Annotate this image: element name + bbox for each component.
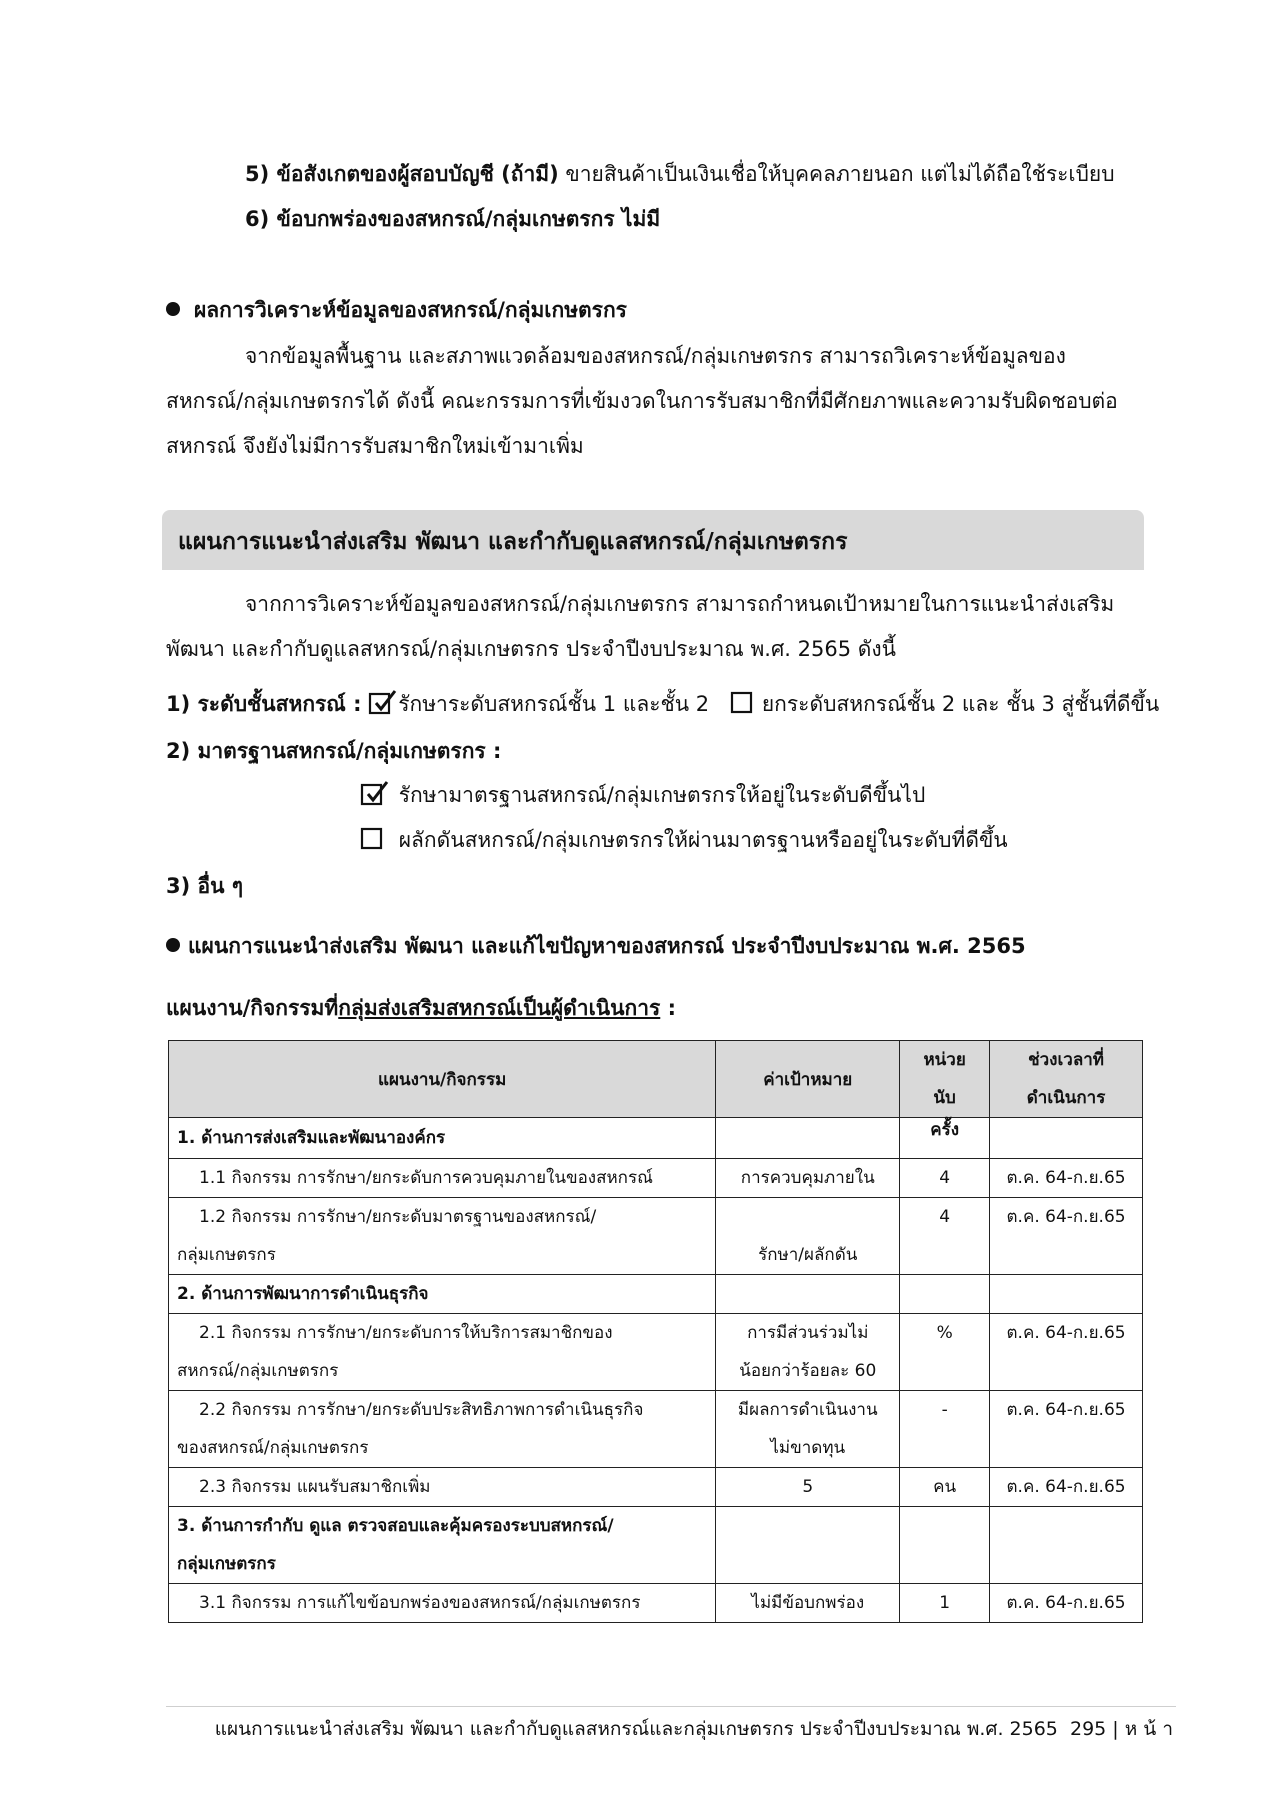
checked-checkbox-icon xyxy=(368,689,398,715)
section-2-title: 2. ด้านการพัฒนาการดำเนินธุรกิจ xyxy=(169,1275,716,1314)
unchecked-checkbox-icon xyxy=(360,825,392,851)
activity-caption xyxy=(166,992,676,1025)
row-2-2-activity-line-2: ของสหกรณ์/กลุ่มเกษตรกร xyxy=(177,1438,369,1458)
row-1-1-unit: 4 xyxy=(900,1159,990,1198)
header-unit xyxy=(900,1041,990,1118)
unchecked-checkbox-icon xyxy=(729,689,755,715)
row-2-1-activity xyxy=(169,1314,716,1391)
observation-6: 6) ข้อบกพร่องของสหกรณ์/กลุ่มเกษตรกร ไม่มี xyxy=(245,207,661,231)
table-section-row xyxy=(169,1118,1143,1159)
activity-caption-underlined: กลุ่มส่งเสริมสหกรณ์เป็นผู้ดำเนินการ xyxy=(338,996,661,1020)
section-3-title-line-2: กลุ่มเกษตรกร xyxy=(177,1554,276,1574)
empty-cell xyxy=(716,1275,900,1314)
header-activity: แผนงาน/กิจกรรม xyxy=(169,1041,716,1118)
analysis-heading xyxy=(166,294,627,327)
row-2-3-target: 5 xyxy=(716,1468,900,1507)
row-3-1-activity: 3.1 กิจกรรม การแก้ไขข้อบกพร่องของสหกรณ์/กลุ่มเกษตรกร xyxy=(169,1584,716,1623)
table-row xyxy=(169,1391,1143,1468)
empty-cell xyxy=(900,1507,990,1584)
page-footer xyxy=(215,1714,1173,1744)
checked-checkbox-icon xyxy=(360,780,392,806)
section-1-unit: ครั้ง xyxy=(900,1118,990,1159)
banner-title: แผนการแนะนำส่งเสริม พัฒนา และกำกับดูแลสหกรณ์/กลุ่มเกษตรกร xyxy=(178,529,848,555)
table-row xyxy=(169,1198,1143,1275)
row-3-1-period: ต.ค. 64-ก.ย.65 xyxy=(990,1584,1143,1623)
row-1-1-period: ต.ค. 64-ก.ย.65 xyxy=(990,1159,1143,1198)
table-section-row xyxy=(169,1275,1143,1314)
section-banner xyxy=(162,510,1144,570)
observation-5-text: ขายสินค้าเป็นเงินเชื่อให้บุคคลภายนอก แต่ไม่ได้ถือใช้ระเบียบ xyxy=(558,162,1115,186)
row-1-1-target: การควบคุมภายใน xyxy=(716,1159,900,1198)
table-row xyxy=(169,1314,1143,1391)
empty-cell xyxy=(900,1275,990,1314)
empty-cell xyxy=(990,1118,1143,1159)
standard-option-2: ผลักดันสหกรณ์/กลุ่มเกษตรกรให้ผ่านมาตรฐานหรืออยู่ในระดับที่ดีขึ้น xyxy=(398,828,1008,852)
other-label: 3) อื่น ๆ xyxy=(166,874,244,898)
table-header-row xyxy=(169,1041,1143,1118)
observation-5-label: 5) ข้อสังเกตของผู้สอบบัญชี (ถ้ามี) xyxy=(245,162,559,186)
bullet-icon xyxy=(166,302,180,316)
bullet-icon xyxy=(166,938,180,952)
row-2-2-target-line-2: ไม่ขาดทุน xyxy=(770,1438,846,1458)
table-row xyxy=(169,1468,1143,1507)
row-1-2-activity-line-2: กลุ่มเกษตรกร xyxy=(177,1245,276,1265)
analysis-line-3: สหกรณ์ จึงยังไม่มีการรับสมาชิกใหม่เข้ามาเพิ่ม xyxy=(166,434,584,458)
plan-bullet-heading xyxy=(166,930,1026,963)
row-2-1-target-line-2: น้อยกว่าร้อยละ 60 xyxy=(739,1361,877,1381)
table-section-row xyxy=(169,1507,1143,1584)
row-2-1-target-line-1: การมีส่วนร่วมไม่ xyxy=(747,1323,869,1343)
standard-option-1: รักษามาตรฐานสหกรณ์/กลุ่มเกษตรกรให้อยู่ในระดับดีขึ้นไป xyxy=(398,783,926,807)
table-row xyxy=(169,1584,1143,1623)
analysis-line-2: สหกรณ์/กลุ่มเกษตรกรได้ ดังนี้ คณะกรรมการที่เข้มงวดในการรับสมาชิกที่มีศักยภาพและความรับผิดชอบต่อ xyxy=(166,389,1118,413)
header-target: ค่าเป้าหมาย xyxy=(716,1041,900,1118)
row-1-2-target: รักษา/ผลักดัน xyxy=(716,1198,900,1275)
header-unit-line-1: หน่วย xyxy=(923,1050,966,1070)
row-2-2-activity-line-1: 2.2 กิจกรรม การรักษา/ยกระดับประสิทธิภาพการดำเนินธุรกิจ xyxy=(199,1400,644,1420)
row-2-1-activity-line-2: สหกรณ์/กลุ่มเกษตรกร xyxy=(177,1361,339,1381)
header-period-line-1: ช่วงเวลาที่ xyxy=(1028,1050,1105,1070)
row-1-2-unit: 4 xyxy=(900,1198,990,1275)
empty-cell xyxy=(716,1507,900,1584)
level-option-1: รักษาระดับสหกรณ์ชั้น 1 และชั้น 2 xyxy=(398,692,710,716)
intro-line-2: พัฒนา และกำกับดูแลสหกรณ์/กลุ่มเกษตรกร ประจำปีงบประมาณ พ.ศ. 2565 ดังนี้ xyxy=(166,637,897,661)
section-1-title: 1. ด้านการส่งเสริมและพัฒนาองค์กร xyxy=(169,1118,716,1159)
footer-divider xyxy=(166,1706,1176,1707)
header-period xyxy=(990,1041,1143,1118)
level-option-2: ยกระดับสหกรณ์ชั้น 2 และ ชั้น 3 สู่ชั้นที่ดีขึ้น xyxy=(761,692,1160,716)
section-3-title xyxy=(169,1507,716,1584)
activity-table xyxy=(168,1040,1143,1623)
activity-caption-suffix: : xyxy=(660,996,676,1020)
footer-page-number: 295 | ห น้ า xyxy=(1069,1718,1173,1740)
standard-option-1-row xyxy=(360,779,925,812)
row-2-2-target xyxy=(716,1391,900,1468)
level-label: 1) ระดับชั้นสหกรณ์ : xyxy=(166,692,362,716)
row-3-1-target: ไม่มีข้อบกพร่อง xyxy=(716,1584,900,1623)
row-1-2-period: ต.ค. 64-ก.ย.65 xyxy=(990,1198,1143,1275)
row-2-3-activity: 2.3 กิจกรรม แผนรับสมาชิกเพิ่ม xyxy=(169,1468,716,1507)
activity-caption-prefix: แผนงาน/กิจกรรมที่ xyxy=(166,996,339,1020)
empty-cell xyxy=(990,1507,1143,1584)
level-row xyxy=(166,688,1159,721)
row-2-3-period: ต.ค. 64-ก.ย.65 xyxy=(990,1468,1143,1507)
row-3-1-unit: 1 xyxy=(900,1584,990,1623)
plan-bullet-heading-text: แผนการแนะนำส่งเสริม พัฒนา และแก้ไขปัญหาของสหกรณ์ ประจำปีงบประมาณ พ.ศ. 2565 xyxy=(188,934,1026,958)
row-2-2-period: ต.ค. 64-ก.ย.65 xyxy=(990,1391,1143,1468)
row-1-1-activity: 1.1 กิจกรรม การรักษา/ยกระดับการควบคุมภายในของสหกรณ์ xyxy=(169,1159,716,1198)
empty-cell xyxy=(990,1275,1143,1314)
row-2-1-activity-line-1: 2.1 กิจกรรม การรักษา/ยกระดับการให้บริการสมาชิกของ xyxy=(199,1323,613,1343)
header-period-line-2: ดำเนินการ xyxy=(1026,1088,1106,1108)
analysis-heading-text: ผลการวิเคราะห์ข้อมูลของสหกรณ์/กลุ่มเกษตรกร xyxy=(194,298,627,322)
row-2-3-unit: คน xyxy=(900,1468,990,1507)
row-1-2-activity xyxy=(169,1198,716,1275)
row-1-2-activity-line-1: 1.2 กิจกรรม การรักษา/ยกระดับมาตรฐานของสหกรณ์/ xyxy=(199,1207,597,1227)
row-2-2-activity xyxy=(169,1391,716,1468)
standard-label: 2) มาตรฐานสหกรณ์/กลุ่มเกษตรกร : xyxy=(166,739,502,763)
row-2-1-target xyxy=(716,1314,900,1391)
standard-option-2-row xyxy=(360,824,1008,857)
header-unit-line-2: นับ xyxy=(933,1088,956,1108)
observation-5 xyxy=(245,158,1115,191)
footer-text: แผนการแนะนำส่งเสริม พัฒนา และกำกับดูแลสหกรณ์และกลุ่มเกษตรกร ประจำปีงบประมาณ พ.ศ. 2565 xyxy=(214,1718,1058,1740)
row-2-1-period: ต.ค. 64-ก.ย.65 xyxy=(990,1314,1143,1391)
section-3-title-line-1: 3. ด้านการกำกับ ดูแล ตรวจสอบและคุ้มครองระบบสหกรณ์/ xyxy=(177,1516,614,1536)
intro-line-1: จากการวิเคราะห์ข้อมูลของสหกรณ์/กลุ่มเกษตรกร สามารถกำหนดเป้าหมายในการแนะนำส่งเสริม xyxy=(245,592,1115,616)
empty-cell xyxy=(716,1118,900,1159)
row-2-2-target-line-1: มีผลการดำเนินงาน xyxy=(737,1400,878,1420)
table-row xyxy=(169,1159,1143,1198)
analysis-line-1: จากข้อมูลพื้นฐาน และสภาพแวดล้อมของสหกรณ์/กลุ่มเกษตรกร สามารถวิเคราะห์ข้อมูลของ xyxy=(245,344,1066,368)
row-2-1-unit: % xyxy=(900,1314,990,1391)
row-2-2-unit: - xyxy=(900,1391,990,1468)
